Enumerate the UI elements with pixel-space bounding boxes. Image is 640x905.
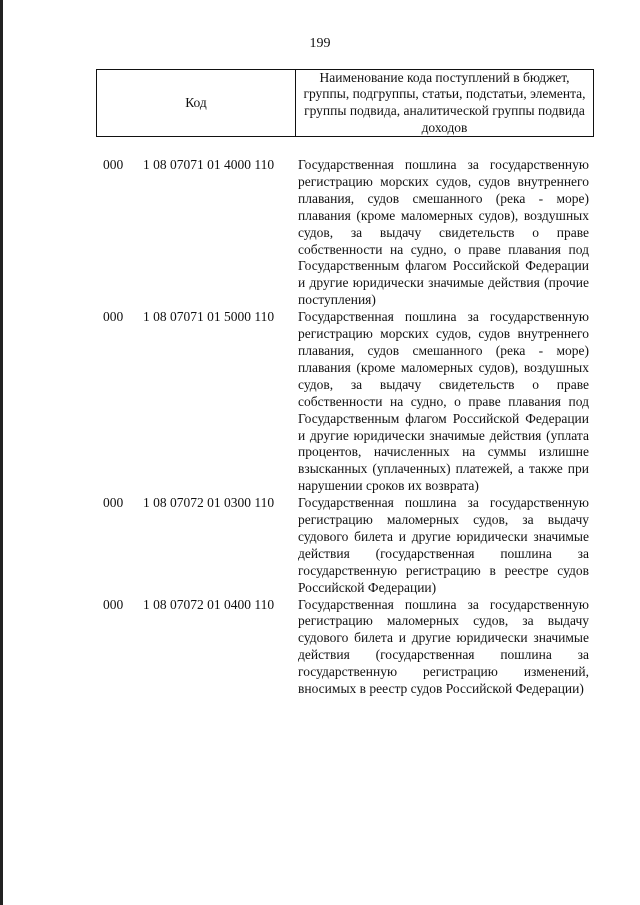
admin-code: 000 <box>103 157 124 172</box>
header-name-cell: Наименование кода поступлений в бюджет, группы, подгруппы, статьи, подстатьи, элемента, группы подвида, аналитической группы подвида доходов <box>303 69 586 135</box>
table-body <box>0 157 640 698</box>
table-row <box>0 495 640 596</box>
revenue-description: Государственная пошлина за государственную регистрацию морских судов, судов внутреннего плавания, судов смешанного (река - море) плавания (кроме маломерных судов), воздушных судов, за выдачу свидетельств о праве собственности на судно, о праве плавания под Государственным флагом Российской Федерации и другие юридически значимые действия (прочие поступления) <box>298 157 589 308</box>
table-row <box>0 597 640 698</box>
page-number: 199 <box>309 36 331 51</box>
revenue-description: Государственная пошлина за государственную регистрацию маломерных судов, за выдачу судового билета и другие юридически значимые действия (государственная пошлина за государственную регистрацию изменений, вносимых в реестр судов Российской Федерации) <box>298 596 589 697</box>
revenue-code: 1 08 07071 01 5000 110 <box>143 309 275 325</box>
revenue-description: Государственная пошлина за государственную регистрацию маломерных судов, за выдачу судового билета и другие юридически значимые действия (государственная пошлина за государственную регистрацию в реестре судов Российской Федерации) <box>298 495 589 595</box>
admin-code: 000 <box>103 596 124 612</box>
revenue-description: Государственная пошлина за государственную регистрацию морских судов, судов внутреннего плавания, судов смешанного (река - море) плавания (кроме маломерных судов), воздушных судов, за выдачу свидетельств о праве собственности на судно, о праве плавания под Государственным флагом Российской Федерации и другие юридически значимые действия (уплата процентов, начисленных на суммы излишне взысканных (уплаченных) платежей, а также при нарушении сроков их возврата) <box>298 309 589 494</box>
admin-code: 000 <box>103 495 124 511</box>
revenue-code: 1 08 07071 01 4000 110 <box>143 157 275 172</box>
header-code-cell: Код <box>97 70 296 136</box>
table-header <box>96 69 594 137</box>
revenue-code: 1 08 07072 01 0400 110 <box>143 596 275 612</box>
admin-code: 000 <box>103 309 124 325</box>
table-row <box>0 309 640 495</box>
table-row <box>0 157 640 309</box>
revenue-code: 1 08 07072 01 0300 110 <box>143 495 275 511</box>
